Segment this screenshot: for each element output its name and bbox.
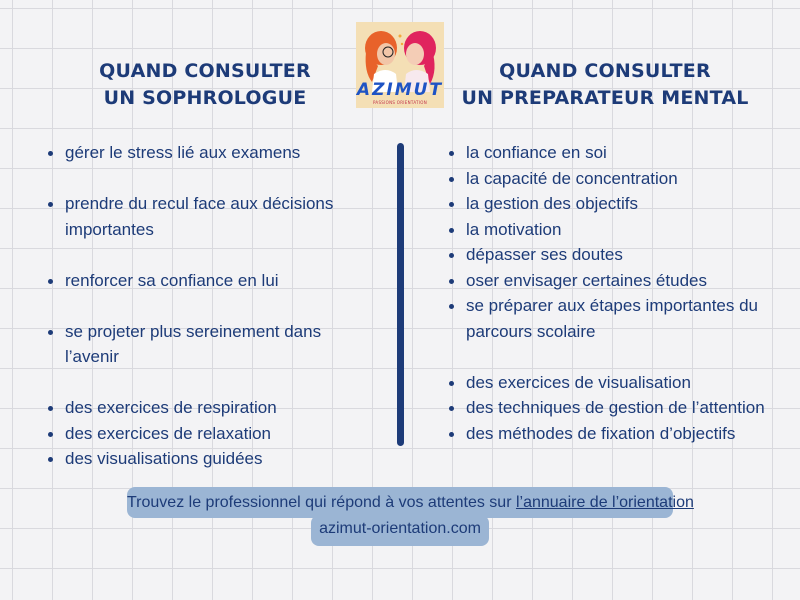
website-url[interactable]: azimut-orientation.com bbox=[311, 515, 489, 546]
azimut-logo bbox=[356, 22, 444, 108]
list-item: la motivation bbox=[448, 217, 788, 243]
list-item: la confiance en soi bbox=[448, 140, 788, 166]
sophrologue-title bbox=[70, 58, 340, 112]
preparateur-title-line1: QUAND CONSULTER bbox=[499, 60, 711, 82]
list-item: la capacité de concentration bbox=[448, 166, 788, 192]
logo-tagline: PASSIONS ORIENTATION bbox=[372, 100, 428, 105]
list-item: gérer le stress lié aux examens bbox=[47, 140, 377, 166]
list-item: des exercices de respiration bbox=[47, 395, 377, 421]
list-item: se préparer aux étapes importantes du parcours scolaire bbox=[448, 293, 788, 344]
list-item: des exercices de relaxation bbox=[47, 421, 377, 447]
cta-text: Trouvez le professionnel qui répond à vos attentes sur bbox=[127, 494, 516, 511]
sophrologue-list bbox=[47, 140, 377, 472]
list-item: des techniques de gestion de l’attention bbox=[448, 395, 788, 421]
annuaire-link[interactable]: l’annuaire de l’orientation bbox=[515, 494, 694, 511]
list-item: se projeter plus sereinement dans l’avenir bbox=[47, 319, 377, 370]
list-item: des exercices de visualisation bbox=[448, 370, 788, 396]
vertical-divider bbox=[397, 143, 404, 446]
sophrologue-title-line2: UN SOPHROLOGUE bbox=[103, 87, 307, 109]
list-item: oser envisager certaines études bbox=[448, 268, 788, 294]
list-item: des méthodes de fixation d’objectifs bbox=[448, 421, 788, 447]
logo-name: AZIMUT bbox=[356, 80, 444, 100]
preparateur-title bbox=[460, 58, 750, 112]
list-item: dépasser ses doutes bbox=[448, 242, 788, 268]
list-item: des visualisations guidées bbox=[47, 446, 377, 472]
preparateur-title-line2: UN PREPARATEUR MENTAL bbox=[461, 87, 749, 109]
cta-banner bbox=[127, 487, 694, 518]
list-item: la gestion des objectifs bbox=[448, 191, 788, 217]
list-item: prendre du recul face aux décisions importantes bbox=[47, 191, 377, 242]
list-item: renforcer sa confiance en lui bbox=[47, 268, 377, 294]
sophrologue-title-line1: QUAND CONSULTER bbox=[99, 60, 311, 82]
preparateur-list bbox=[448, 140, 788, 446]
